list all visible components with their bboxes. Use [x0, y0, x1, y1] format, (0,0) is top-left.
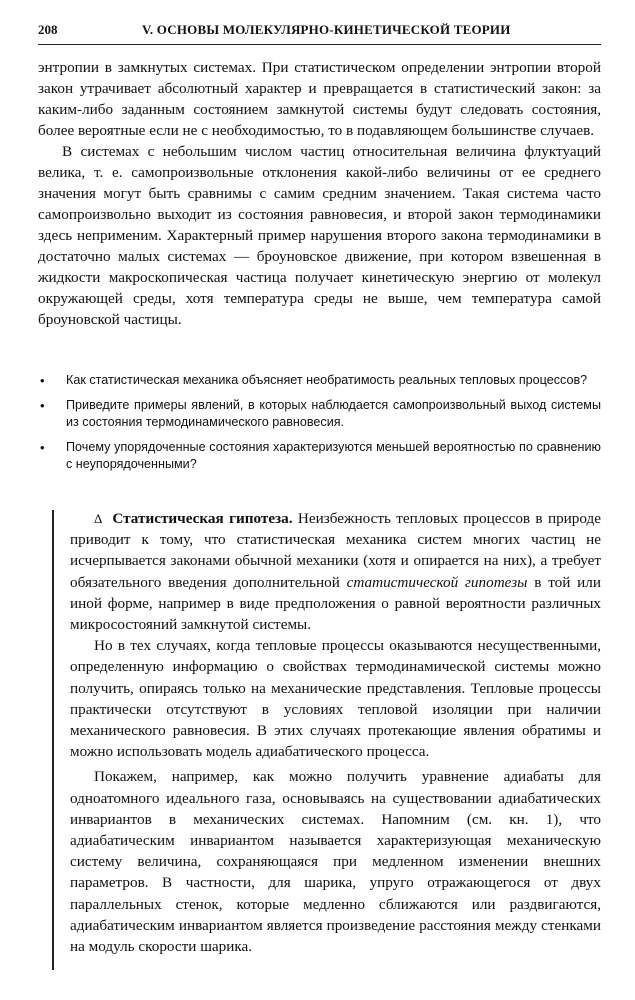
italic-term: статистической гипотезы	[346, 573, 528, 591]
main-text	[38, 57, 601, 330]
section-paragraph-2: Но в тех случаях, когда тепловые процессы оказываются несущественными, определенную информацию о свойствах термодинамической системы можно получить, опираясь только на механические представления. Тепловые процессы практически отсутствуют в условиях тепловой изоляции при наличии механического равновесия. В этих случаях протекающие явления обратимы и можно использовать модель адиабатического процесса.	[70, 637, 601, 761]
section-title: Статистическая гипотеза.	[112, 510, 293, 527]
question-item	[38, 372, 601, 389]
review-questions	[38, 372, 601, 481]
question-item	[38, 439, 601, 473]
delta-icon: Δ	[94, 511, 103, 526]
paragraph-fluctuations: В системах с небольшим числом частиц относительная величина флуктуаций велика, т. е. самопроизвольные отклонения какой-либо величины от ее среднего значения могут быть сравнимы с самим средним значением. Такая система часто самопроизвольно выходит из состояния равновесия, и второй закон термодинамики здесь неприменим. Характерный пример нарушения второго закона термодинамики в достаточно малых системах — броуновское движение, при котором взвешенная в жидкости макроскопическая частица получает кинетическую энергию от молекул окружающей среды, хотя температура среды не выше, чем температура самой броуновской частицы.	[38, 143, 601, 328]
bullet-icon: •	[40, 398, 45, 413]
page-number: 208	[38, 22, 58, 37]
bullet-icon: •	[40, 373, 45, 388]
section-paragraph-1	[70, 508, 601, 635]
section-text: в той или иной форме, например в виде предположения о равной вероятности различных микросостояний замкнутой системы.	[70, 573, 601, 634]
question-text: Почему упорядоченные состояния характеризуются меньшей вероятностью по сравнению с неупорядоченными?	[66, 440, 601, 471]
question-text: Как статистическая механика объясняет необратимость реальных тепловых процессов?	[66, 373, 588, 387]
question-item	[38, 397, 601, 431]
section-text: Неизбежность тепловых процессов в природе приводит к тому, что статистическая механика систем многих частиц не исчерпывается законами обычной механики (хотя и опирается на них), а требует обязательного введения дополнительной	[70, 510, 602, 591]
header-rule	[38, 44, 601, 45]
chapter-title: V. ОСНОВЫ МОЛЕКУЛЯРНО-КИНЕТИЧЕСКОЙ ТЕОРИИ	[142, 22, 511, 37]
question-text: Приведите примеры явлений, в которых наблюдается самопроизвольный выход системы из состояния термодинамического равновесия.	[66, 398, 601, 429]
section-margin-bar	[52, 510, 54, 970]
paragraph-continued: энтропии в замкнутых системах. При статистическом определении энтропии второй закон утрачивает абсолютный характер и превращается в статистический закон: за каким-либо заданным состоянием замкнутой системы будут следовать состояния, более вероятные если не с необходимостью, то в подавляющем большинстве случаев.	[38, 59, 601, 139]
bullet-icon: •	[40, 440, 45, 455]
section-statistical-hypothesis	[70, 508, 601, 957]
section-paragraph-3: Покажем, например, как можно получить уравнение адиабаты для одноатомного идеального газа, основываясь на существовании адиабатических инвариантов в механических системах. Напомним (см. кн. 1), что адиабатическим инвариантом называется характеризующая механическую систему величина, сохраняющаяся при медленном изменении внешних параметров. В частности, для шарика, упруго отражающегося от двух параллельных стенок, которые медленно сближаются или раздвигаются, адиабатическим инвариантом является произведение расстояния между стенками на модуль скорости шарика.	[70, 768, 601, 956]
